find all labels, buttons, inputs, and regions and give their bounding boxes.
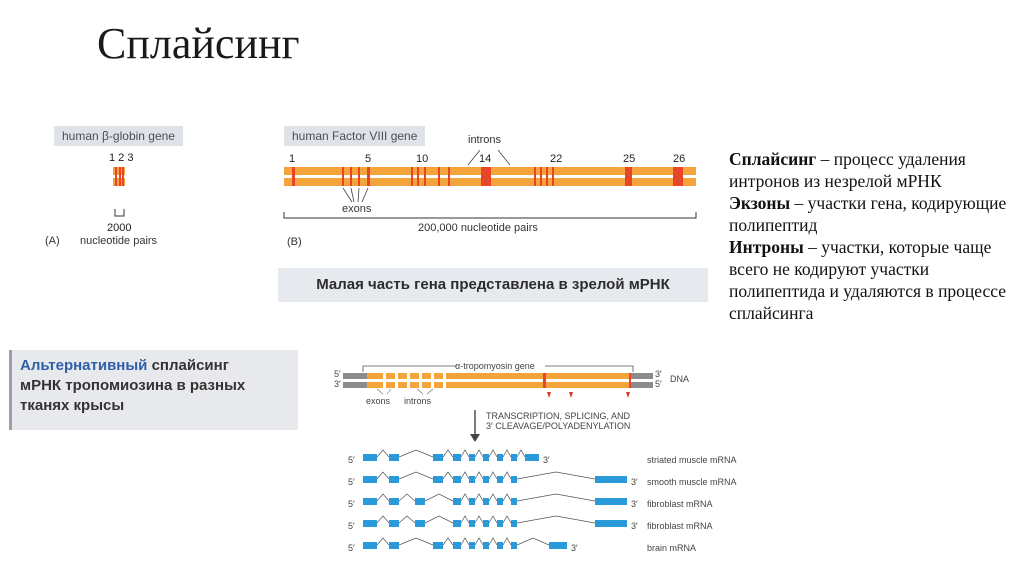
beta-globin-exon-2 bbox=[119, 167, 121, 186]
text-introns: – участки, которые чаще всего не кодируют участки полипептида и удаляются в процессе сплайсинга bbox=[729, 237, 1007, 323]
alt-highlight: Альтернативный bbox=[20, 357, 148, 374]
dna-left-flank-bottom bbox=[343, 382, 367, 388]
term-splicing: Сплайсинг bbox=[729, 149, 817, 169]
factor-viii-exon bbox=[367, 167, 370, 186]
exon-pointer bbox=[387, 389, 391, 394]
mrna-exon bbox=[497, 542, 503, 549]
factor-viii-exon bbox=[540, 167, 542, 186]
mrna-exon bbox=[595, 520, 627, 527]
text-splicing: – процесс удаления интронов из незрелой мРНК bbox=[729, 149, 966, 191]
factor-viii-exon bbox=[411, 167, 413, 186]
tropo-exon-gap bbox=[443, 373, 446, 388]
term-exons: Экзоны bbox=[729, 193, 791, 213]
mrna-exon bbox=[497, 454, 503, 461]
row3-5prime: 5′ bbox=[348, 499, 355, 509]
mrna-label-brain: brain mRNA bbox=[647, 543, 697, 553]
mrna-label-fibroblast-2: fibroblast mRNA bbox=[647, 521, 713, 531]
mrna-exon bbox=[469, 454, 475, 461]
factor-viii-exon bbox=[417, 167, 419, 186]
polya-site-marker bbox=[547, 392, 551, 398]
mrna-exon bbox=[469, 498, 475, 505]
panel-b-letter: (B) bbox=[287, 236, 302, 248]
tropo-exon-gap bbox=[419, 373, 422, 388]
definitions-text bbox=[729, 148, 1014, 324]
dna-label: DNA bbox=[670, 374, 690, 384]
dna-left-flank-top bbox=[343, 373, 367, 379]
mrna-exon bbox=[511, 454, 517, 461]
tropo-exon-gap bbox=[407, 373, 410, 388]
exon-pointer bbox=[358, 188, 359, 202]
beta-globin-gene-label: human β-globin gene bbox=[54, 126, 183, 146]
factor-viii-exon bbox=[534, 167, 536, 186]
mrna-exon bbox=[497, 520, 503, 527]
exon-number-1: 1 bbox=[289, 153, 296, 165]
mrna-exon bbox=[453, 454, 461, 461]
mrna-exon bbox=[433, 542, 443, 549]
mrna-exon bbox=[483, 454, 489, 461]
factor-viii-exon bbox=[438, 167, 440, 186]
intron-pointer-left bbox=[468, 150, 480, 165]
intron-pointer bbox=[417, 389, 423, 394]
factor-viii-exon bbox=[448, 167, 450, 186]
mrna-exon bbox=[389, 520, 399, 527]
intron-pointer-right bbox=[498, 150, 510, 165]
factor-viii-exon bbox=[358, 167, 360, 186]
row4-5prime: 5′ bbox=[348, 521, 355, 531]
tropo-exon-gap bbox=[383, 373, 386, 388]
row2-3prime: 3′ bbox=[631, 477, 638, 487]
factor-viii-exon bbox=[546, 167, 548, 186]
tropo-exon-mark bbox=[629, 373, 631, 388]
factor-viii-gene-label: human Factor VIII gene bbox=[284, 126, 425, 146]
mrna-exon bbox=[483, 498, 489, 505]
dna-right-flank-top bbox=[629, 373, 653, 379]
exon-pointer bbox=[362, 188, 368, 202]
panel-a-letter: (A) bbox=[45, 235, 60, 247]
mrna-exon bbox=[363, 476, 377, 483]
factor-viii-exon bbox=[481, 167, 491, 186]
exon-number-26: 26 bbox=[673, 153, 686, 165]
beta-globin-scale-bracket bbox=[114, 208, 126, 218]
factor-viii-exon bbox=[673, 167, 683, 186]
tropo-exon-mark bbox=[543, 373, 546, 388]
tropo-exon-gap bbox=[395, 373, 398, 388]
mature-mrna-banner: Малая часть гена представлена в зрелой мРНК bbox=[278, 268, 708, 302]
beta-globin-gene-diagram bbox=[112, 165, 128, 189]
process-arrow-head bbox=[470, 434, 480, 442]
exon-number-14: 14 bbox=[479, 153, 492, 165]
dna-right-flank-bottom bbox=[629, 382, 653, 388]
exon-pointer bbox=[377, 389, 383, 394]
mrna-exon bbox=[525, 454, 539, 461]
exon-pointer bbox=[351, 188, 354, 202]
factor-viii-exon bbox=[424, 167, 426, 186]
mrna-exon bbox=[363, 520, 377, 527]
mrna-exon bbox=[363, 498, 377, 505]
row5-5prime: 5′ bbox=[348, 543, 355, 553]
dna-5prime-top: 5′ bbox=[334, 369, 341, 379]
text-exons: – участки гена, кодирующие полипептид bbox=[729, 193, 1007, 235]
mrna-exon bbox=[469, 542, 475, 549]
factor-viii-size-label: 200,000 nucleotide pairs bbox=[418, 222, 538, 234]
beta-globin-exon-3 bbox=[122, 167, 124, 186]
row3-3prime: 3′ bbox=[631, 499, 638, 509]
tropo-strand-top bbox=[367, 373, 629, 379]
mrna-exon bbox=[511, 476, 517, 483]
mrna-exon bbox=[497, 498, 503, 505]
alt-line-3: тканях крысы bbox=[20, 397, 125, 414]
factor-viii-exon bbox=[625, 167, 632, 186]
exon-number-22: 22 bbox=[550, 153, 563, 165]
mrna-exon bbox=[469, 520, 475, 527]
tropomyosin-gene-label: α-tropomyosin gene bbox=[455, 361, 535, 371]
tropo-exons-label: exons bbox=[366, 396, 391, 406]
mrna-exon bbox=[469, 476, 475, 483]
factor-viii-exon bbox=[552, 167, 554, 186]
row4-3prime: 3′ bbox=[631, 521, 638, 531]
mrna-exon bbox=[363, 454, 377, 461]
mrna-label-fibroblast-1: fibroblast mRNA bbox=[647, 499, 713, 509]
beta-globin-exon-numbers: 1 2 3 bbox=[109, 152, 134, 164]
page-title: Сплайсинг bbox=[97, 19, 300, 68]
term-introns: Интроны bbox=[729, 237, 804, 257]
mrna-exon bbox=[453, 520, 461, 527]
dna-5prime-bottom: 5′ bbox=[655, 379, 662, 389]
alternative-splicing-box bbox=[9, 350, 298, 430]
introns-label: introns bbox=[468, 134, 502, 146]
exon-number-10: 10 bbox=[416, 153, 429, 165]
row5-3prime: 3′ bbox=[571, 543, 578, 553]
tropo-strand-bottom bbox=[367, 382, 629, 388]
mrna-exon bbox=[389, 476, 399, 483]
mrna-exon bbox=[497, 476, 503, 483]
mrna-exon bbox=[453, 498, 461, 505]
mrna-exon bbox=[511, 542, 517, 549]
exon-number-25: 25 bbox=[623, 153, 636, 165]
mrna-exon bbox=[483, 476, 489, 483]
mrna-exon bbox=[483, 542, 489, 549]
process-line-2: 3′ CLEAVAGE/POLYADENYLATION bbox=[486, 421, 631, 431]
tropo-introns-label: introns bbox=[404, 396, 432, 406]
exon-number-5: 5 bbox=[365, 153, 372, 165]
definition-exons bbox=[729, 192, 1014, 236]
mrna-exon bbox=[389, 542, 399, 549]
mrna-exon bbox=[363, 542, 377, 549]
definition-introns bbox=[729, 236, 1014, 324]
mrna-exon bbox=[511, 498, 517, 505]
mrna-exon bbox=[453, 542, 461, 549]
factor-viii-exon bbox=[342, 167, 344, 186]
mrna-exon bbox=[389, 498, 399, 505]
mrna-exon bbox=[595, 476, 627, 483]
mrna-label-striated: striated muscle mRNA bbox=[647, 455, 737, 465]
row1-3prime: 3′ bbox=[543, 455, 550, 465]
mrna-exon bbox=[549, 542, 567, 549]
mrna-exon bbox=[453, 476, 461, 483]
mrna-exon bbox=[433, 454, 443, 461]
process-line-1: TRANSCRIPTION, SPLICING, AND bbox=[486, 411, 631, 421]
factor-viii-exon bbox=[350, 167, 352, 186]
mrna-exon bbox=[483, 520, 489, 527]
beta-globin-exon-1 bbox=[115, 167, 117, 186]
definition-splicing bbox=[729, 148, 1014, 192]
polya-site-marker bbox=[569, 392, 573, 398]
tropo-exon-gap bbox=[431, 373, 434, 388]
mrna-label-smooth: smooth muscle mRNA bbox=[647, 477, 737, 487]
factor-viii-exon bbox=[292, 167, 295, 186]
intron-pointer bbox=[427, 389, 433, 394]
mrna-exon bbox=[511, 520, 517, 527]
beta-globin-size-value: 2000 bbox=[107, 222, 132, 234]
row2-5prime: 5′ bbox=[348, 477, 355, 487]
mrna-exon bbox=[415, 498, 425, 505]
mrna-exon bbox=[433, 476, 443, 483]
splice-connectors-row-5 bbox=[377, 538, 549, 545]
exon-pointer bbox=[343, 188, 352, 202]
alt-line-1 bbox=[20, 356, 290, 376]
polya-site-marker bbox=[626, 392, 630, 398]
mrna-exon bbox=[389, 454, 399, 461]
mrna-exon bbox=[415, 520, 425, 527]
beta-globin-size-unit: nucleotide pairs bbox=[80, 235, 158, 247]
alt-rest-line1: сплайсинг bbox=[147, 357, 229, 374]
dna-3prime-bottom: 3′ bbox=[334, 379, 341, 389]
dna-3prime-top: 3′ bbox=[655, 369, 662, 379]
alt-line-2: мРНК тропомиозина в разных bbox=[20, 377, 246, 394]
mrna-exon bbox=[595, 498, 627, 505]
row1-5prime: 5′ bbox=[348, 455, 355, 465]
exons-label: exons bbox=[342, 203, 372, 215]
